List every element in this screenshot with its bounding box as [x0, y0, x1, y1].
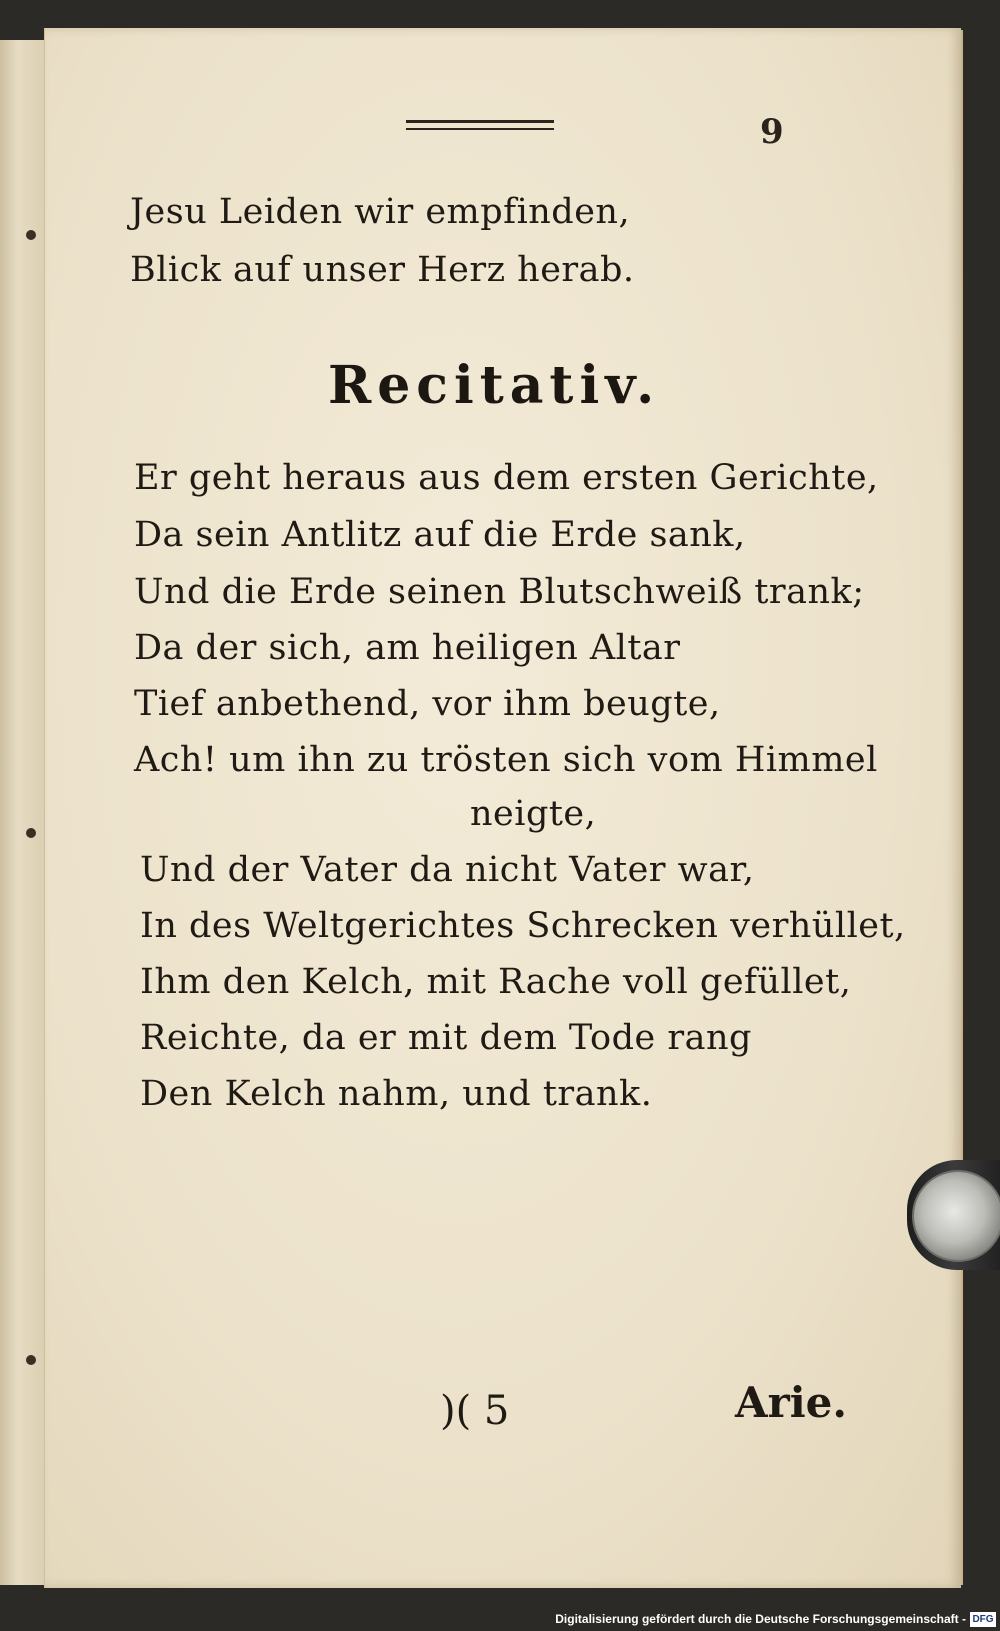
recitative-line: Er geht heraus aus dem ersten Gerichte,	[134, 458, 879, 498]
recitative-line: Da sein Antlitz auf die Erde sank,	[134, 515, 746, 555]
left-page-edge	[0, 40, 46, 1585]
recitative-line: Den Kelch nahm, und trank.	[140, 1074, 653, 1114]
recitative-line: In des Weltgerichtes Schrecken verhüllet,	[140, 906, 906, 946]
recitative-line: Und der Vater da nicht Vater war,	[140, 850, 755, 890]
signature-mark: )( 5	[440, 1388, 510, 1434]
recitative-line: Und die Erde seinen Blutschweiß trank;	[134, 572, 865, 612]
footer-credit: Digitalisierung gefördert durch die Deutsche Forschungsgemeinschaft -	[555, 1612, 966, 1626]
recitative-line: neigte,	[470, 794, 597, 834]
page-number: 9	[760, 112, 784, 152]
binding-thread-mark	[26, 828, 36, 838]
recitative-line: Reichte, da er mit dem Tode rang	[140, 1018, 752, 1058]
dfg-logo-badge: DFG	[970, 1612, 996, 1627]
header-rule	[406, 120, 554, 123]
binding-thread-mark	[26, 1355, 36, 1365]
section-heading: Recitativ.	[328, 355, 661, 416]
binding-thread-mark	[26, 230, 36, 240]
verse-line: Jesu Leiden wir empfinden,	[130, 192, 631, 232]
page-clip-disc	[912, 1170, 1000, 1262]
recitative-line: Ihm den Kelch, mit Rache voll gefüllet,	[140, 962, 852, 1002]
catchword: Arie.	[735, 1378, 848, 1427]
recitative-line: Da der sich, am heiligen Altar	[134, 628, 681, 668]
recitative-line: Tief anbethend, vor ihm beugte,	[134, 684, 721, 724]
recitative-line: Ach! um ihn zu trösten sich vom Himmel	[134, 740, 878, 780]
header-rule	[406, 128, 554, 130]
verse-line: Blick auf unser Herz herab.	[130, 250, 635, 290]
